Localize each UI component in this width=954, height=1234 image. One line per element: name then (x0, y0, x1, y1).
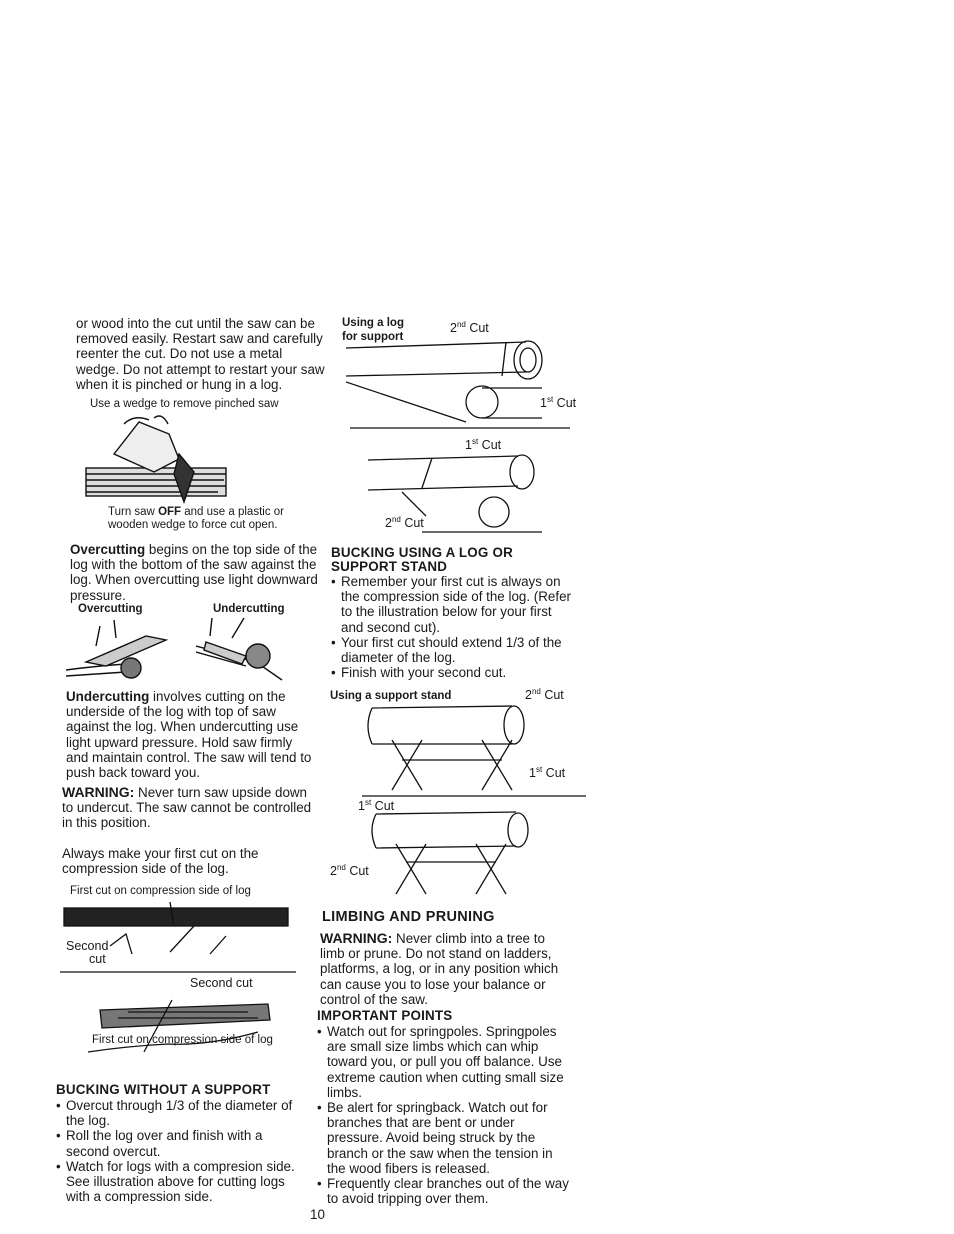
list-item: • Frequently clear branches out of the way to avoid tripping over them. (316, 1176, 574, 1206)
bucking-log-heading: BUCKING USING A LOG OR SUPPORT STAND (331, 545, 513, 574)
bucking-without-support-list (55, 1098, 307, 1204)
warning-paragraph (62, 785, 312, 831)
bucking-log-list (330, 574, 576, 680)
page-number: 10 (310, 1207, 325, 1222)
list-item: • Roll the log over and finish with a second overcut. (55, 1128, 307, 1158)
list-item: • Watch out for springpoles. Springpoles are small size limbs which can whip toward you, or pull you off balance. Use extreme caution when cutting small size limbs. (316, 1024, 574, 1100)
second-cut-label-b: cut (89, 952, 106, 966)
overcutting-label: Overcutting (78, 603, 143, 615)
compression-bottom-caption: First cut on compression side of log (92, 1034, 273, 1046)
limbing-warning-text: Never climb into a tree to limb or prune. Do not stand on ladders, platforms, a log, or in any position which can cause you to lose your balance or control of the saw. (320, 931, 559, 1007)
wedge-figure-caption: Use a wedge to remove pinched saw (90, 398, 279, 410)
wedge-note-part: Turn saw (108, 506, 159, 518)
support-stand-illustration-top (362, 700, 588, 800)
undercutting-label: Undercutting (213, 603, 285, 615)
log-support-label: Using a log for support (342, 317, 404, 343)
warning-label: WARNING: (62, 784, 135, 800)
list-item: • Overcut through 1/3 of the diameter of the log. (55, 1098, 307, 1128)
second-cut-label-a: Second (66, 939, 109, 953)
list-item: • Be alert for springback. Watch out for branches that are bent or under pressure. Avoid being struck by the branch or the saw when the tension in the wood fibers is released. (316, 1100, 574, 1176)
log-support-illustration-bottom (362, 452, 544, 534)
wedge-note-part: and use a plastic or wooden wedge to force cut open. (108, 506, 284, 531)
overcutting-term: Overcutting (70, 542, 146, 557)
wedge-note-off: OFF (158, 506, 182, 518)
log-support-2nd-cut-b: 2nd Cut (385, 514, 424, 530)
undercutting-illustration (196, 616, 292, 682)
support-stand-1st-cut: 1st Cut (529, 764, 566, 780)
undercutting-term: Undercutting (66, 689, 150, 704)
wedge-note (108, 506, 308, 532)
log-support-1st-cut-b: 1st Cut (465, 436, 502, 452)
list-item: • Your first cut should extend 1/3 of the diameter of the log. (330, 635, 576, 665)
support-stand-1st-cut-b: 1st Cut (358, 797, 395, 813)
list-item: • Watch for logs with a compresion side. See illustration above for cutting logs with a compression side. (55, 1159, 307, 1205)
undercutting-text: involves cutting on the underside of the log with top of saw against the log. When undercutting use light upward pressure. Hold saw firmly and maintain control. The saw will tend to push back toward you. (66, 689, 312, 781)
support-stand-2nd-cut-b: 2nd Cut (330, 862, 369, 878)
compression-figure-caption: First cut on compression side of log (70, 885, 251, 897)
undercutting-paragraph (66, 689, 314, 780)
log-support-1st-cut: 1st Cut (540, 394, 577, 410)
support-stand-illustration-bottom (366, 808, 536, 900)
limbing-warning (320, 931, 572, 1007)
log-support-illustration-top (346, 336, 572, 432)
wedge-illustration (84, 414, 240, 506)
support-stand-2nd-cut: 2nd Cut (525, 686, 564, 702)
list-item: • Finish with your second cut. (330, 665, 576, 680)
limbing-heading: LIMBING AND PRUNING (322, 909, 495, 925)
warning-text: Never turn saw upside down to undercut. The saw cannot be controlled in this position. (62, 785, 312, 831)
bucking-without-support-heading: BUCKING WITHOUT A SUPPORT (56, 1082, 271, 1097)
compression-paragraph: Always make your first cut on the compression side of the log. (62, 846, 259, 877)
second-cut-label-c: Second cut (190, 976, 253, 990)
intro-paragraph: or wood into the cut until the saw can be removed easily. Restart saw and carefully reenter the cut. Do not use a metal wedge. Do not attempt to restart your saw when it is pinched or hung in a log. (76, 316, 325, 392)
log-support-2nd-cut: 2nd Cut (450, 319, 489, 335)
important-points-heading: IMPORTANT POINTS (317, 1008, 453, 1023)
overcutting-text: begins on the top side of the log with the bottom of the saw against the log. When overcutting use light downward pressure. (70, 542, 318, 603)
support-stand-label: Using a support stand (330, 690, 452, 702)
overcutting-illustration (66, 616, 170, 682)
important-points-list (316, 1024, 574, 1206)
limbing-warning-label: WARNING: (320, 930, 393, 946)
overcutting-paragraph (70, 542, 320, 603)
list-item: • Remember your first cut is always on the compression side of the log. (Refer to the illustration below for your first and second cut). (330, 574, 576, 635)
